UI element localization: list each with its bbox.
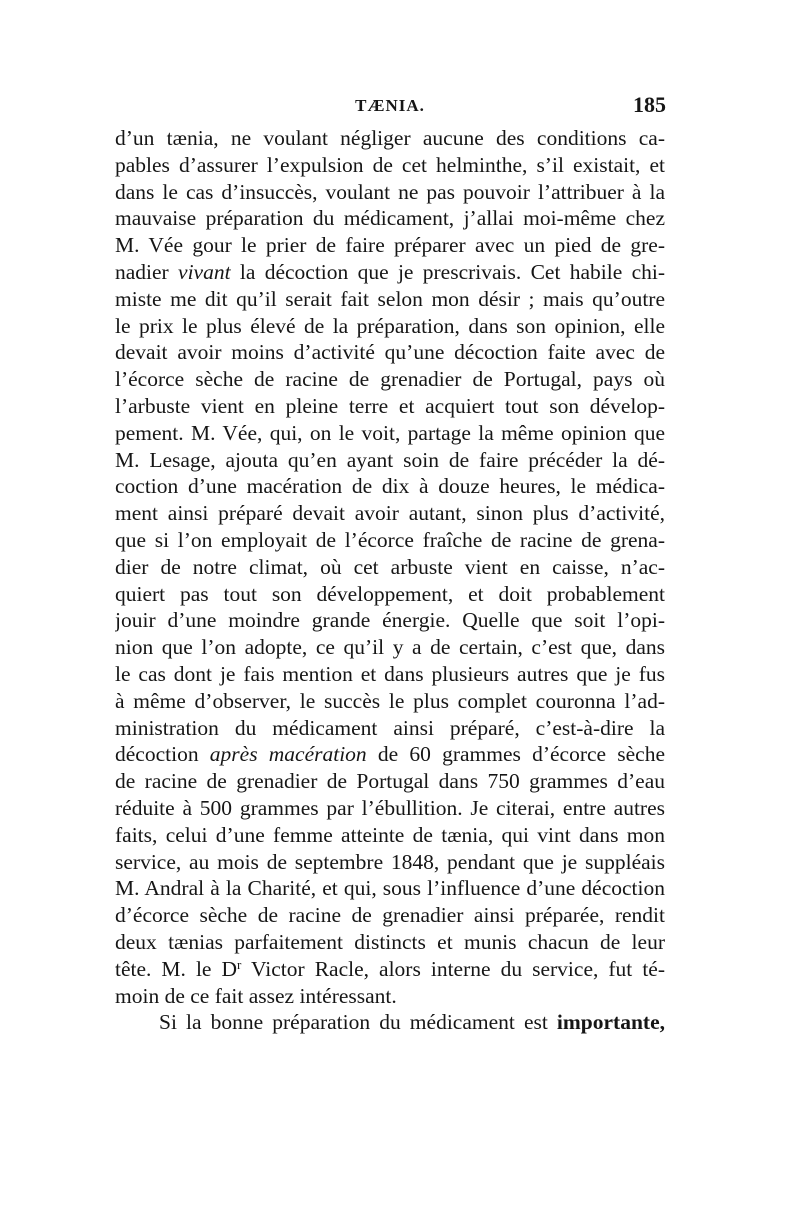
text-line: [115, 956, 665, 983]
text-line: faits, celui d’une femme atteinte de tænia, qui vint dans mon: [115, 822, 665, 847]
text-line: que si l’on employait de l’écorce fraîche de racine de grena-: [115, 527, 665, 552]
text-line: jouir d’une moindre grande énergie. Quelle que soit l’opi-: [115, 608, 665, 633]
text-line: moin de ce fait assez intéressant.: [115, 983, 397, 1008]
text-line: réduite à 500 grammes par l’ébullition. Je citerai, entre autres: [115, 795, 665, 820]
running-title: TÆNIA.: [355, 96, 425, 115]
text-line: coction d’une macération de dix à douze heures, le médica-: [115, 474, 665, 499]
text-line: M. Andral à la Charité, et qui, sous l’influence d’une décoction: [115, 876, 665, 901]
text-line: dans le cas d’insuccès, voulant ne pas pouvoir l’attribuer à la: [115, 179, 665, 204]
text-run: décoction: [115, 742, 210, 767]
text-line: dier de notre climat, où cet arbuste vient en caisse, n’ac-: [115, 554, 665, 579]
text-line: le cas dont je fais mention et dans plusieurs autres que je fus: [115, 661, 665, 686]
text-run: Victor Racle, alors interne du service, fut té-: [241, 956, 665, 981]
text-line: mauvaise préparation du médicament, j’allai moi-même chez: [115, 206, 665, 231]
text-run: tête. M. le D: [115, 956, 238, 981]
text-line: ment ainsi préparé devait avoir autant, sinon plus d’activité,: [115, 501, 665, 526]
text-line: ministration du médicament ainsi préparé, c’est-à-dire la: [115, 715, 665, 740]
text-line: M. Vée gour le prier de faire préparer avec un pied de gre-: [115, 233, 665, 258]
text-run: la décoction que je prescrivais. Cet habile chi-: [230, 259, 665, 284]
text-line: d’écorce sèche de racine de grenadier ainsi préparée, rendit: [115, 903, 665, 928]
page-header: [116, 92, 666, 122]
text-line: de racine de grenadier de Portugal dans 750 grammes d’eau: [115, 769, 665, 794]
text-line: quiert pas tout son développement, et doit probablement: [115, 581, 665, 606]
text-line: l’arbuste vient en pleine terre et acquiert tout son dévelop-: [115, 393, 665, 418]
text-line: pement. M. Vée, qui, on le voit, partage la même opinion que: [115, 420, 665, 445]
bold-text: importante,: [556, 1010, 665, 1035]
text-run: de 60 grammes d’écorce sèche: [366, 742, 665, 767]
text-line: à même d’observer, le succès le plus complet couronna l’ad-: [115, 688, 665, 713]
text-line: miste me dit qu’il serait fait selon mon désir ; mais qu’outre: [115, 286, 665, 311]
text-line: [115, 259, 665, 286]
text-line: devait avoir moins d’activité qu’une décoction faite avec de: [115, 340, 665, 365]
text-run: nadier: [115, 259, 179, 284]
superscript: r: [237, 956, 242, 972]
page-number: 185: [633, 92, 666, 117]
italic-text: après macération: [209, 742, 367, 767]
text-line: [115, 741, 665, 768]
body-text: [115, 125, 665, 1036]
text-run: Si la bonne préparation du médicament est: [159, 1010, 557, 1035]
text-line: M. Lesage, ajouta qu’en ayant soin de faire précéder la dé-: [115, 447, 665, 472]
text-line: l’écorce sèche de racine de grenadier de Portugal, pays où: [115, 367, 665, 392]
text-line: [115, 1009, 665, 1036]
text-line: service, au mois de septembre 1848, pendant que je suppléais: [115, 849, 665, 874]
text-line: deux tænias parfaitement distincts et munis chacun de leur: [115, 929, 665, 954]
text-line: d’un tænia, ne voulant négliger aucune des conditions ca-: [115, 126, 665, 150]
text-line: nion que l’on adopte, ce qu’il y a de certain, c’est que, dans: [115, 635, 665, 660]
italic-text: vivant: [178, 259, 231, 284]
text-line: pables d’assurer l’expulsion de cet helminthe, s’il existait, et: [115, 152, 665, 177]
text-line: le prix le plus élevé de la préparation, dans son opinion, elle: [115, 313, 665, 338]
